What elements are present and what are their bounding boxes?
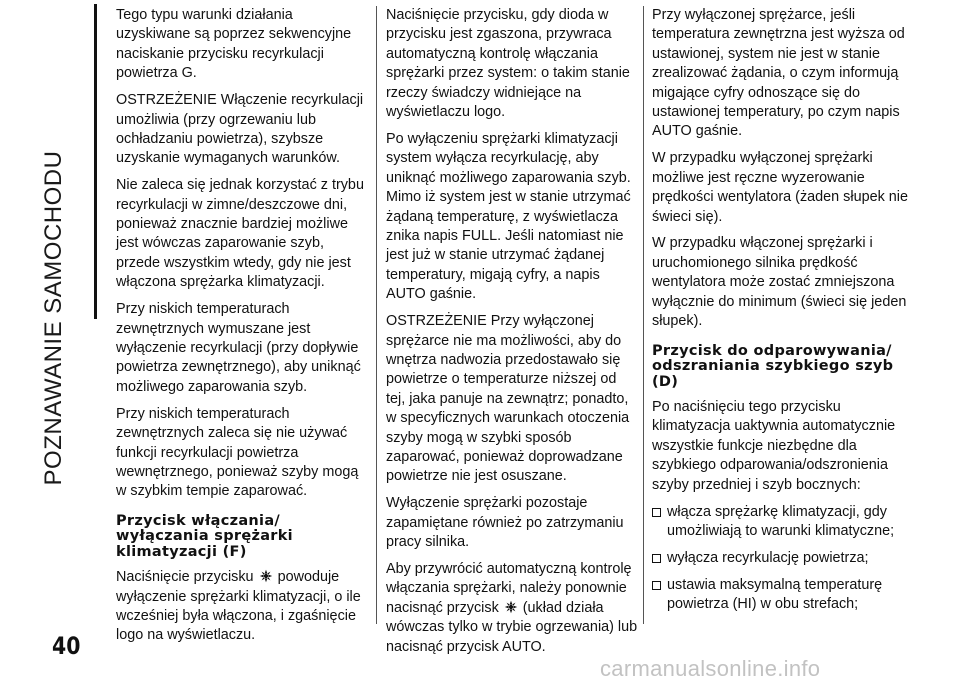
text-segment: (układ działa wówczas tylko w trybie ogrzewania) lub nacisnąć przycisk AUTO. — [386, 599, 638, 655]
column-2 — [386, 6, 638, 665]
paragraph: Przy wyłączonej sprężarce, jeśli temperatura zewnętrzna jest wyższa od ustawionej, system nie jest w stanie zrealizować żądania, o czym informują migające cyfry odnoszące się do ustawionej temperatury, po czym napis AUTO gaśnie. — [652, 7, 905, 140]
checkbox-bullet-icon — [652, 581, 661, 590]
column-divider-1 — [376, 6, 377, 624]
section-heading-defrost: Przycisk do odparowywania/ odszraniania szybkiego szyb (D) — [652, 342, 894, 390]
paragraph: Naciśnięcie przycisku, gdy dioda w przycisku jest zgaszona, przywraca automatyczną kontrolę włączania sprężarki przez system: o takim stanie rzeczy świadczy widniejące na wyświetlaczu logo. — [386, 7, 630, 121]
column-divider-2 — [643, 6, 644, 624]
checkbox-bullet-icon — [652, 508, 661, 517]
bullet-text: wyłącza recyrkulację powietrza; — [667, 549, 869, 566]
column-1 — [116, 6, 368, 653]
paragraph-with-icon — [116, 568, 368, 646]
section-side-title-text: POZNAWANIE SAMOCHODU — [40, 150, 67, 486]
column-3 — [652, 6, 910, 622]
paragraph: W przypadku wyłączonej sprężarki możliwe jest ręczne wyzerowanie prędkości wentylatora (żaden słupek nie świeci się). — [652, 150, 908, 225]
bullet-text: ustawia maksymalną temperaturę powietrza (HI) w obu strefach; — [667, 576, 883, 613]
fan-icon — [259, 569, 273, 583]
text-segment: Aby przywrócić automatyczną kontrolę włączania sprężarki, należy ponownie nacisnąć przycisk — [386, 560, 632, 616]
paragraph: Po wyłączeniu sprężarki klimatyzacji system wyłącza recyrkulację, aby uniknąć możliwego zaparowania szyb. Mimo iż system jest w stanie utrzymać żądaną temperaturę, z wyświetlacza znika napis FULL. Jeśli natomiast nie jest już w stanie utrzymać żądanej temperatury, migają cyfry, a napis AUTO gaśnie. — [386, 130, 631, 303]
paragraph: Przy niskich temperaturach zewnętrznych wymuszane jest wyłączenie recyrkulacji (przy dopływie powietrza zewnętrznego), aby uniknąć możliwego zaparowania szyb. — [116, 301, 361, 395]
text-segment: powoduje wyłączenie sprężarki klimatyzacji, o ile wcześniej była włączona, i zgaśnięcie logo na wyświetlaczu. — [116, 569, 361, 644]
warning-paragraph: OSTRZEŻENIE Przy wyłączonej sprężarce nie ma możliwości, aby do wnętrza nadwozia przedostawało się powietrze o temperaturze niższej od tej, jaka panuje na zewnątrz; ponadto, w specyficznych warunkach otoczenia szyby mogą w szybki sposób zaparować, ponieważ doprowadzane powietrze nie jest osuszane. — [386, 313, 630, 485]
bullet-item — [652, 576, 910, 615]
fan-icon — [504, 600, 518, 614]
paragraph: Nie zaleca się jednak korzystać z trybu recyrkulacji w zimne/deszczowe dni, ponieważ znacznie bardziej możliwe jest wówczas zaparowanie szyb, przede wszystkim wtedy, gdy nie jest włączona sprężarka klimatyzacji. — [116, 177, 364, 291]
page-number: 40 — [52, 632, 81, 660]
section-heading-compressor: Przycisk włączania/ wyłączania sprężarki klimatyzacji (F) — [116, 512, 293, 560]
checkbox-bullet-icon — [652, 554, 661, 563]
warning-paragraph: OSTRZEŻENIE Włączenie recyrkulacji umożliwia (przy ogrzewaniu lub ochładzaniu powietrza), szybsze uzyskanie wymaganych warunków. — [116, 92, 364, 167]
text-segment: Naciśnięcie przycisku — [116, 569, 254, 586]
paragraph: Po naciśnięciu tego przycisku klimatyzacja uaktywnia automatycznie wszystkie funkcje niezbędne dla szybkiego odparowania/odszronienia szyby przedniej i szyb bocznych: — [652, 399, 896, 493]
side-rule — [94, 4, 97, 319]
bullet-item — [652, 549, 910, 568]
watermark: carmanualsonline.info — [600, 656, 821, 681]
bullet-text: włącza sprężarkę klimatyzacji, gdy umożliwiają to warunki klimatyczne; — [667, 503, 895, 539]
paragraph: Przy niskich temperaturach zewnętrznych zaleca się nie używać funkcji recyrkulacji powietrza wewnętrznego, ponieważ szyby mogą w szybkim tempie zaparować. — [116, 405, 359, 500]
paragraph: Tego typu warunki działania uzyskiwane są poprzez sekwencyjne naciskanie przycisku recyrkulacji powietrza G. — [116, 7, 352, 82]
paragraph: W przypadku włączonej sprężarki i uruchomionego silnika prędkość wentylatora może zostać zmniejszona wyłącznie do minimum (świeci się jeden słupek). — [652, 235, 907, 330]
bullet-item — [652, 503, 910, 542]
paragraph: Wyłączenie sprężarki pozostaje zapamiętane również po zatrzymaniu pracy silnika. — [386, 495, 624, 551]
paragraph-with-icon — [386, 560, 638, 657]
